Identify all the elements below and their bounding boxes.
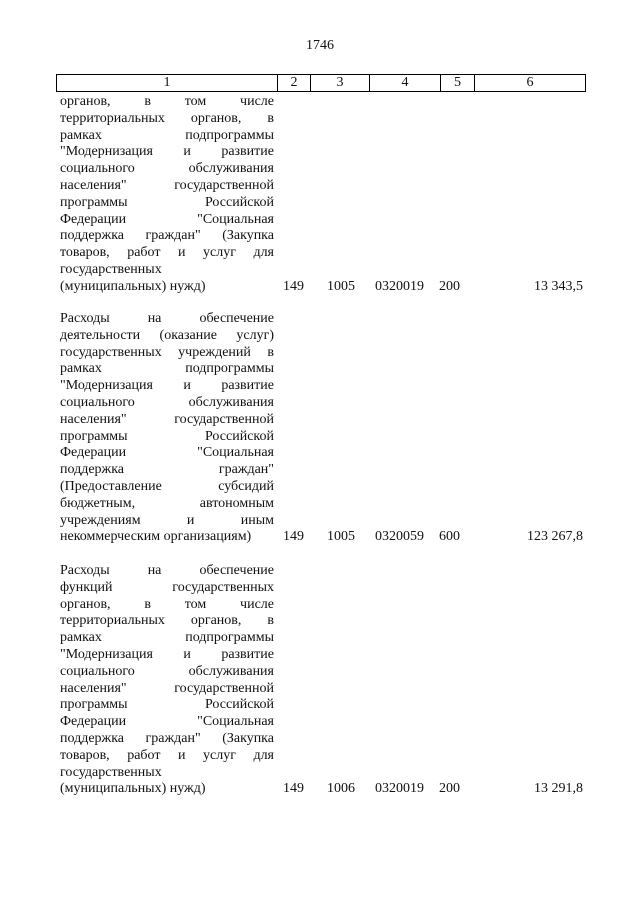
cell-section-code: 1005 — [327, 529, 355, 545]
description-line: бюджетным, автономным — [60, 495, 274, 511]
description-line: населения" государственной — [60, 177, 274, 193]
table-header — [56, 74, 586, 92]
row-description — [60, 563, 274, 798]
cell-expense-type: 200 — [439, 278, 460, 294]
cell-ministry-code: 149 — [283, 529, 304, 545]
description-line: программы Российской — [60, 697, 274, 713]
description-line: (муниципальных) нужд) — [60, 278, 206, 294]
description-line: Расходы на обеспечение — [60, 311, 274, 326]
cell-target-code: 0320019 — [375, 781, 424, 797]
description-line: (муниципальных) нужд) — [60, 781, 206, 797]
description-line: территориальных органов, в — [60, 110, 274, 126]
description-line: Федерации "Социальная — [60, 211, 274, 227]
description-line: государственных — [60, 764, 162, 780]
description-line: деятельности (оказание услуг) — [60, 327, 274, 343]
description-line: населения" государственной — [60, 680, 274, 696]
cell-target-code: 0320059 — [375, 529, 424, 545]
cell-target-code: 0320019 — [375, 278, 424, 294]
description-line: населения" государственной — [60, 411, 274, 427]
cell-ministry-code: 149 — [283, 781, 304, 797]
header-col-2: 2 — [278, 75, 311, 91]
description-line: учреждениям и иным — [60, 512, 274, 528]
description-line: рамках подпрограммы — [60, 630, 274, 646]
description-line: некоммерческим организациям) — [60, 529, 252, 545]
description-line: государственных — [60, 261, 162, 277]
description-line: программы Российской — [60, 194, 274, 210]
description-line: социального обслуживания — [60, 161, 274, 177]
description-line: товаров, работ и услуг для — [60, 747, 274, 763]
description-line: Федерации "Социальная — [60, 445, 274, 461]
description-line: Федерации "Социальная — [60, 714, 274, 730]
cell-amount: 13 291,8 — [534, 781, 583, 797]
description-line: рамках подпрограммы — [60, 127, 274, 143]
description-line: социального обслуживания — [60, 663, 274, 679]
description-line: (Предоставление субсидий — [60, 478, 274, 494]
description-line: поддержка граждан" (Закупка — [60, 730, 274, 746]
description-line: органов, в том числе — [60, 596, 274, 612]
cell-expense-type: 200 — [439, 781, 460, 797]
description-line: функций государственных — [60, 579, 274, 595]
description-line: программы Российской — [60, 428, 274, 444]
cell-amount: 13 343,5 — [534, 278, 583, 294]
cell-amount: 123 267,8 — [527, 529, 583, 545]
description-line: Расходы на обеспечение — [60, 563, 274, 578]
cell-section-code: 1005 — [327, 278, 355, 294]
row-description — [60, 311, 274, 546]
description-line: государственных учреждений в — [60, 344, 274, 360]
description-line: рамках подпрограммы — [60, 361, 274, 377]
description-line: территориальных органов, в — [60, 613, 274, 629]
description-line: органов, в том числе — [60, 94, 274, 109]
header-col-5: 5 — [441, 75, 475, 91]
description-line: "Модернизация и развитие — [60, 144, 274, 160]
description-line: поддержка граждан" (Закупка — [60, 228, 274, 244]
description-line: "Модернизация и развитие — [60, 646, 274, 662]
cell-expense-type: 600 — [439, 529, 460, 545]
header-col-6: 6 — [526, 75, 534, 90]
header-col-3: 3 — [311, 75, 370, 91]
description-line: социального обслуживания — [60, 394, 274, 410]
cell-ministry-code: 149 — [283, 278, 304, 294]
cell-section-code: 1006 — [327, 781, 355, 797]
header-col-1: 1 — [57, 75, 278, 91]
page-number: 1746 — [306, 38, 334, 53]
description-line: поддержка граждан" — [60, 462, 274, 478]
row-description — [60, 94, 274, 296]
header-col-4: 4 — [370, 75, 441, 91]
description-line: товаров, работ и услуг для — [60, 245, 274, 261]
description-line: "Модернизация и развитие — [60, 378, 274, 394]
